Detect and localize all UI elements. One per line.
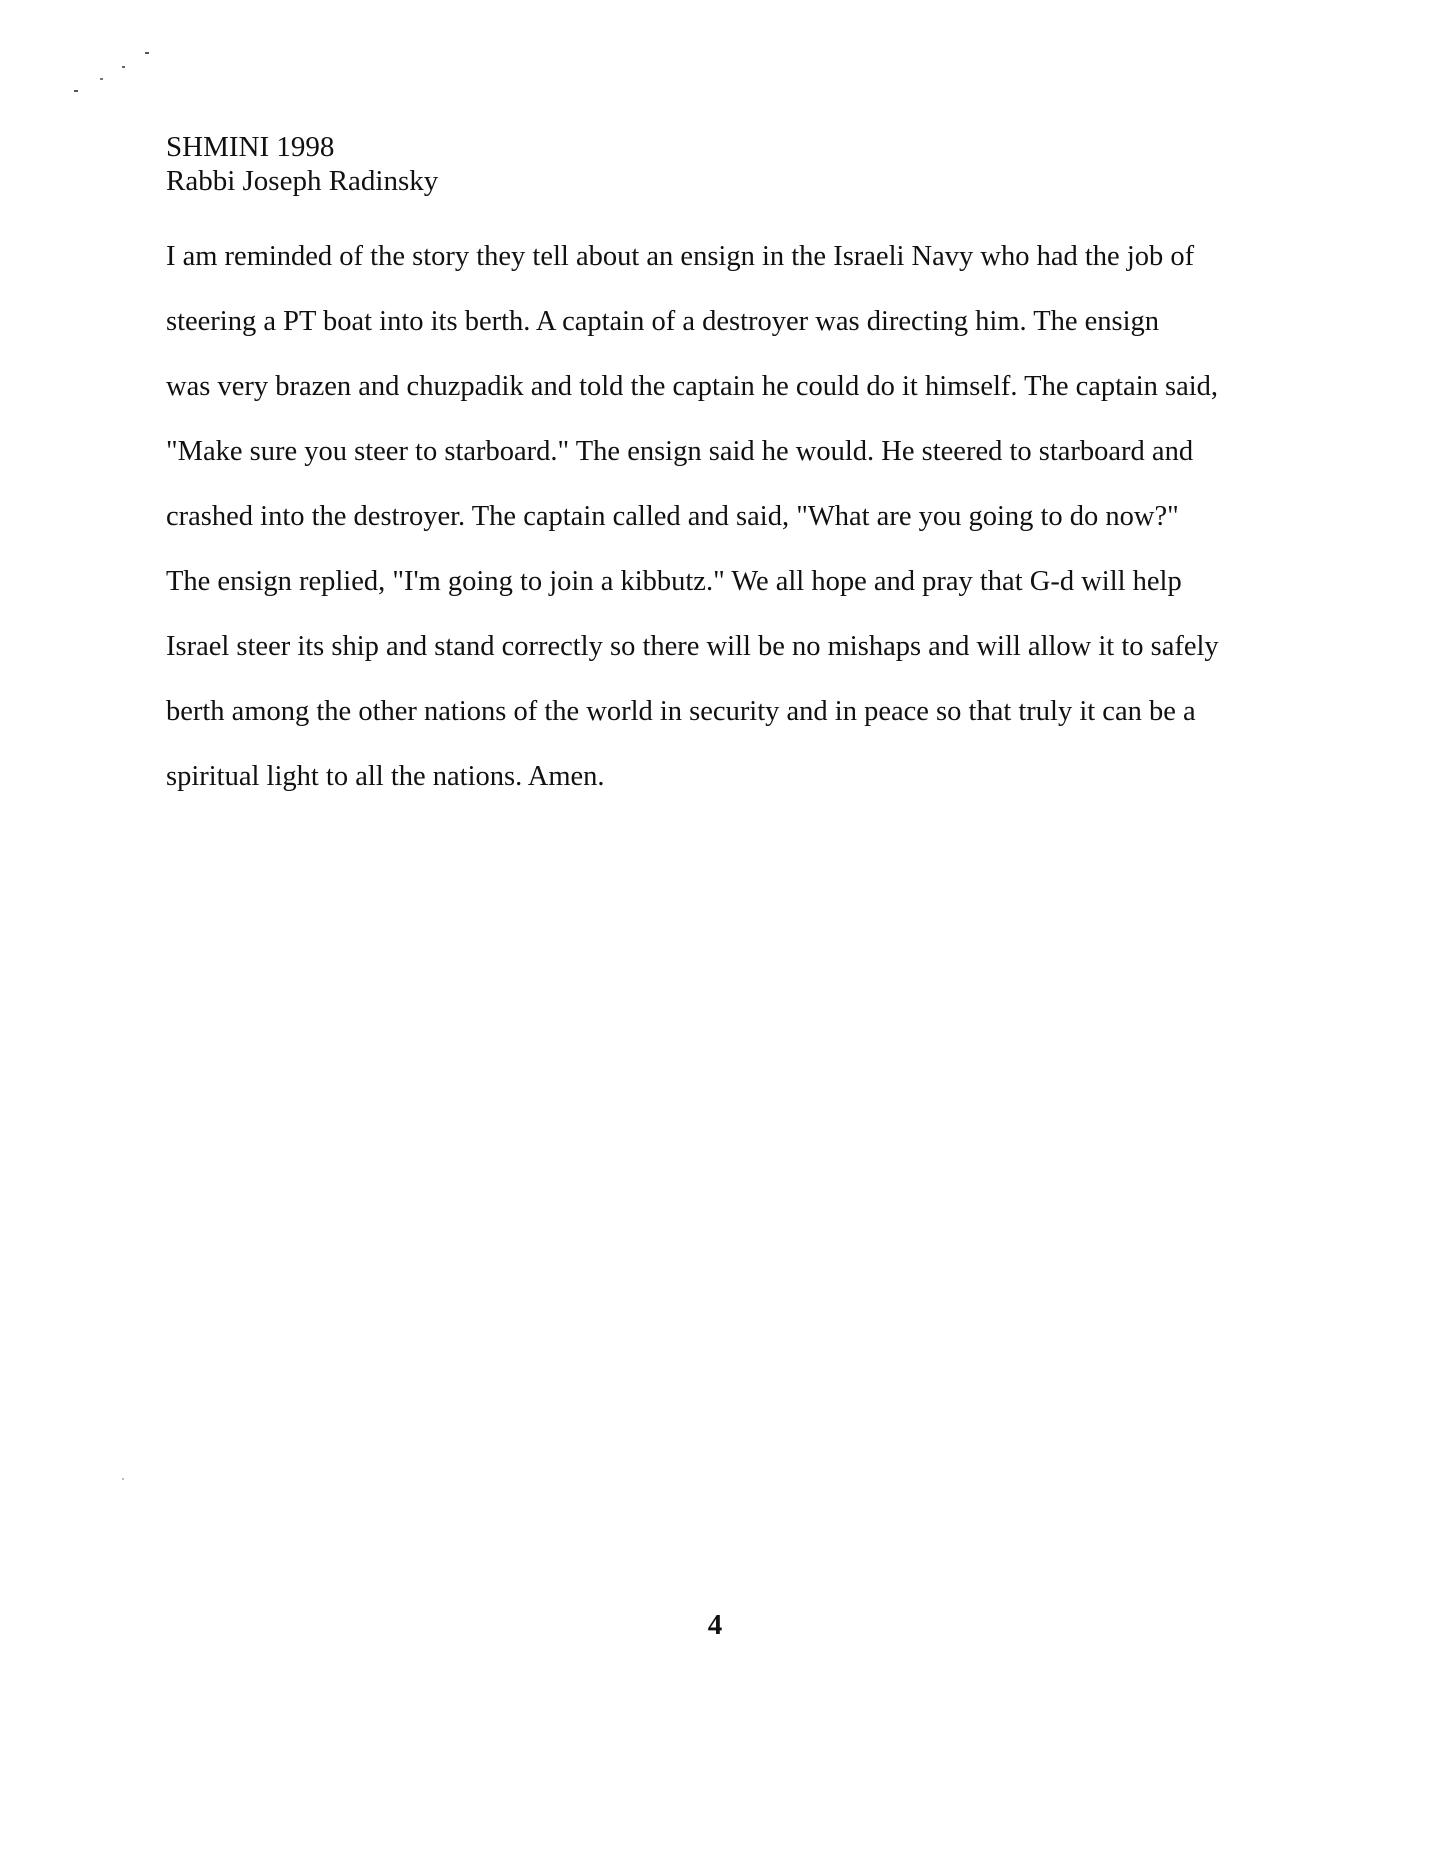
- document-header: [166, 130, 438, 198]
- body-paragraph: [166, 224, 1276, 809]
- body-line: Israel steer its ship and stand correctly so there will be no mishaps and will allow it to safely: [166, 631, 1219, 662]
- body-line: The ensign replied, "I'm going to join a kibbutz." We all hope and pray that G-d will help: [166, 566, 1182, 597]
- body-line: crashed into the destroyer. The captain called and said, "What are you going to do now?": [166, 501, 1179, 532]
- body-line: was very brazen and chuzpadik and told the captain he could do it himself. The captain said,: [166, 371, 1219, 402]
- body-line: "Make sure you steer to starboard." The ensign said he would. He steered to starboard and: [166, 436, 1194, 467]
- body-line: I am reminded of the story they tell about an ensign in the Israeli Navy who had the job of: [166, 241, 1195, 272]
- document-author: Rabbi Joseph Radinsky: [166, 165, 439, 197]
- body-line: spiritual light to all the nations. Amen.: [166, 761, 605, 792]
- body-line: steering a PT boat into its berth. A captain of a destroyer was directing him. The ensign: [166, 306, 1160, 337]
- document-title: SHMINI 1998: [166, 131, 335, 163]
- body-line: berth among the other nations of the world in security and in peace so that truly it can be a: [166, 696, 1196, 727]
- page-number: 4: [707, 1609, 723, 1641]
